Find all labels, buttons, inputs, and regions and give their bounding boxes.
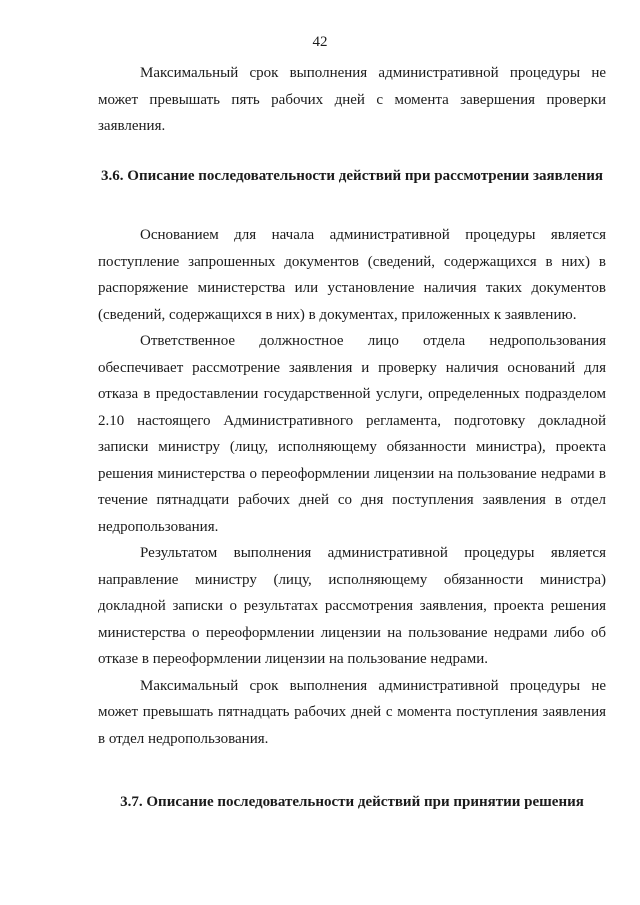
paragraph: Максимальный срок выполнения административной процедуры не может превышать пятнадцать рабочих дней с момента поступления заявления в отдел недропользования. — [98, 677, 606, 747]
paragraph: Максимальный срок выполнения административной процедуры не может превышать пять рабочих дней с момента завершения проверки заявления. — [98, 65, 606, 134]
section-heading-3-7: 3.7. Описание последовательности действий при принятии решения — [120, 794, 584, 810]
page-number: 42 — [312, 34, 328, 50]
paragraph: Ответственное должностное лицо отдела недропользования обеспечивает рассмотрение заявления и проверку наличия оснований для отказа в предоставлении государственной услуги, определенных подразделом 2.10 настоящего Административного регламента, подготовку докладной записки министру (лицу, исполняющему обязанности министра), проекта решения министерства о переоформлении лицензии на пользование недрами в течение пятнадцати рабочих дней со дня поступления заявления в отдел недропользования. — [98, 333, 606, 535]
paragraph: Основанием для начала административной процедуры является поступление запрошенных документов (сведений, содержащихся в них) в распоряжение министерства или установление наличия таких документов (сведений, содержащихся в них) в документах, приложенных к заявлению. — [98, 227, 606, 323]
top-paragraph-block — [98, 60, 606, 140]
section-heading-3-6: 3.6. Описание последовательности действий при рассмотрении заявления — [101, 168, 603, 184]
section-3-6-body — [98, 222, 606, 752]
paragraph: Результатом выполнения административной процедуры является направление министру (лицу, исполняющему обязанности министра) докладной записки о результатах рассмотрения заявления, проекта решения министерства о переоформлении лицензии на пользование недрами либо об отказе в переоформлении лицензии на пользование недрами. — [98, 545, 606, 667]
